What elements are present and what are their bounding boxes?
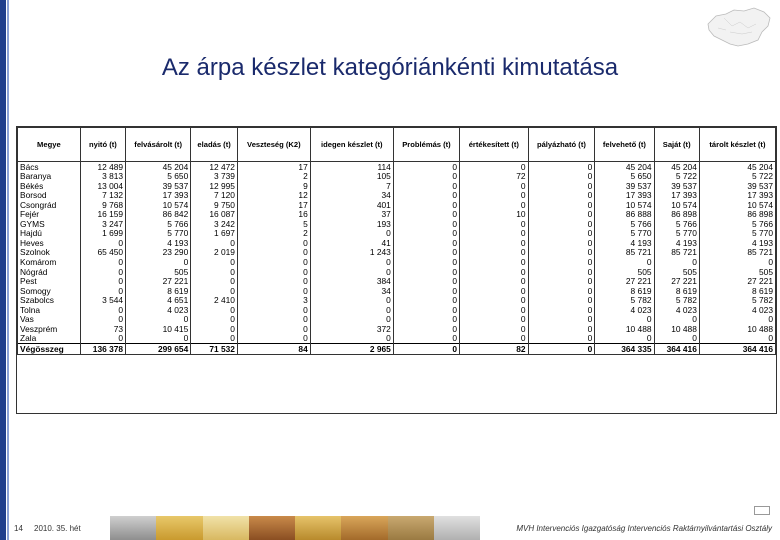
value-cell: 4 651 <box>126 296 191 306</box>
value-cell: 10 <box>460 210 528 220</box>
total-value-cell: 136 378 <box>80 344 125 355</box>
value-cell: 4 023 <box>654 305 699 315</box>
value-cell: 0 <box>310 229 393 239</box>
county-cell: Komárom <box>18 257 81 267</box>
value-cell: 12 <box>237 191 310 201</box>
table-row <box>18 305 776 315</box>
value-cell: 1 243 <box>310 248 393 258</box>
value-cell: 4 193 <box>699 238 775 248</box>
footer-image-grain <box>295 516 341 540</box>
value-cell: 8 619 <box>126 286 191 296</box>
value-cell: 0 <box>310 334 393 344</box>
value-cell: 0 <box>460 334 528 344</box>
county-cell: Zala <box>18 334 81 344</box>
value-cell: 73 <box>80 324 125 334</box>
value-cell: 0 <box>460 181 528 191</box>
value-cell: 5 770 <box>699 229 775 239</box>
value-cell: 34 <box>310 286 393 296</box>
value-cell: 0 <box>393 286 459 296</box>
value-cell: 85 721 <box>595 248 654 258</box>
value-cell: 0 <box>393 305 459 315</box>
value-cell: 0 <box>237 238 310 248</box>
value-cell: 0 <box>528 324 595 334</box>
value-cell: 3 247 <box>80 219 125 229</box>
value-cell: 3 <box>237 296 310 306</box>
value-cell: 0 <box>126 315 191 325</box>
value-cell: 505 <box>126 267 191 277</box>
column-header: pályázható (t) <box>528 128 595 162</box>
total-value-cell: 82 <box>460 344 528 355</box>
value-cell: 37 <box>310 210 393 220</box>
value-cell: 39 537 <box>654 181 699 191</box>
value-cell: 0 <box>699 334 775 344</box>
value-cell: 0 <box>237 277 310 287</box>
value-cell: 0 <box>528 277 595 287</box>
value-cell: 0 <box>237 315 310 325</box>
value-cell: 0 <box>460 286 528 296</box>
value-cell: 0 <box>310 296 393 306</box>
value-cell: 10 574 <box>699 200 775 210</box>
value-cell: 5 766 <box>699 219 775 229</box>
total-value-cell: 364 416 <box>654 344 699 355</box>
table-row <box>18 162 776 172</box>
value-cell: 0 <box>528 267 595 277</box>
table-row <box>18 181 776 191</box>
table-row <box>18 191 776 201</box>
county-cell: Bács <box>18 162 81 172</box>
value-cell: 0 <box>393 248 459 258</box>
value-cell: 1 697 <box>191 229 238 239</box>
value-cell: 10 574 <box>126 200 191 210</box>
value-cell: 7 132 <box>80 191 125 201</box>
column-header: tárolt készlet (t) <box>699 128 775 162</box>
total-value-cell: 299 654 <box>126 344 191 355</box>
value-cell: 72 <box>460 172 528 182</box>
value-cell: 0 <box>191 277 238 287</box>
value-cell: 0 <box>528 210 595 220</box>
value-cell: 0 <box>393 315 459 325</box>
footer-image-grain <box>156 516 202 540</box>
value-cell: 17 <box>237 200 310 210</box>
value-cell: 0 <box>191 324 238 334</box>
county-cell: Veszprém <box>18 324 81 334</box>
value-cell: 65 450 <box>80 248 125 258</box>
value-cell: 5 650 <box>126 172 191 182</box>
value-cell: 0 <box>310 267 393 277</box>
value-cell: 27 221 <box>699 277 775 287</box>
value-cell: 10 488 <box>699 324 775 334</box>
value-cell: 0 <box>460 324 528 334</box>
county-cell: Csongrád <box>18 200 81 210</box>
table-row <box>18 200 776 210</box>
value-cell: 2 <box>237 172 310 182</box>
value-cell: 0 <box>80 267 125 277</box>
value-cell: 16 <box>237 210 310 220</box>
value-cell: 0 <box>528 219 595 229</box>
value-cell: 0 <box>310 315 393 325</box>
value-cell: 0 <box>80 315 125 325</box>
value-cell: 10 415 <box>126 324 191 334</box>
value-cell: 0 <box>80 286 125 296</box>
value-cell: 0 <box>237 248 310 258</box>
value-cell: 4 193 <box>654 238 699 248</box>
value-cell: 0 <box>191 305 238 315</box>
value-cell: 0 <box>393 238 459 248</box>
value-cell: 0 <box>460 162 528 172</box>
value-cell: 0 <box>393 334 459 344</box>
value-cell: 7 <box>310 181 393 191</box>
value-cell: 0 <box>460 238 528 248</box>
county-cell: Pest <box>18 277 81 287</box>
county-cell: Szabolcs <box>18 296 81 306</box>
column-header: Megye <box>18 128 81 162</box>
value-cell: 5 782 <box>595 296 654 306</box>
column-header: Veszteség (K2) <box>237 128 310 162</box>
column-header: felvásárolt (t) <box>126 128 191 162</box>
total-value-cell: 84 <box>237 344 310 355</box>
county-cell: Békés <box>18 181 81 191</box>
county-cell: Tolna <box>18 305 81 315</box>
value-cell: 86 842 <box>126 210 191 220</box>
value-cell: 0 <box>460 200 528 210</box>
value-cell: 86 898 <box>654 210 699 220</box>
value-cell: 193 <box>310 219 393 229</box>
value-cell: 0 <box>654 334 699 344</box>
value-cell: 0 <box>237 305 310 315</box>
value-cell: 0 <box>528 238 595 248</box>
value-cell: 16 087 <box>191 210 238 220</box>
table-row <box>18 334 776 344</box>
value-cell: 0 <box>393 277 459 287</box>
department-label: MVH Intervenciós Igazgatóság Intervenciós Raktárnyilvántartási Osztály <box>516 524 772 533</box>
value-cell: 45 204 <box>699 162 775 172</box>
value-cell: 17 393 <box>699 191 775 201</box>
value-cell: 12 472 <box>191 162 238 172</box>
total-label-cell: Végösszeg <box>18 344 81 355</box>
value-cell: 2 410 <box>191 296 238 306</box>
county-cell: GYMS <box>18 219 81 229</box>
value-cell: 0 <box>393 229 459 239</box>
value-cell: 17 393 <box>595 191 654 201</box>
value-cell: 0 <box>460 305 528 315</box>
value-cell: 0 <box>595 334 654 344</box>
value-cell: 9 750 <box>191 200 238 210</box>
value-cell: 0 <box>460 248 528 258</box>
value-cell: 0 <box>80 277 125 287</box>
value-cell: 372 <box>310 324 393 334</box>
value-cell: 5 766 <box>126 219 191 229</box>
table-body <box>18 162 776 355</box>
value-cell: 8 619 <box>699 286 775 296</box>
footer-image-grain <box>203 516 249 540</box>
county-cell: Szolnok <box>18 248 81 258</box>
footer-image-silo <box>110 516 156 540</box>
value-cell: 27 221 <box>654 277 699 287</box>
value-cell: 114 <box>310 162 393 172</box>
value-cell: 4 193 <box>595 238 654 248</box>
total-value-cell: 364 335 <box>595 344 654 355</box>
value-cell: 0 <box>393 181 459 191</box>
county-cell: Hajdú <box>18 229 81 239</box>
value-cell: 0 <box>460 219 528 229</box>
value-cell: 8 619 <box>595 286 654 296</box>
value-cell: 0 <box>80 305 125 315</box>
value-cell: 0 <box>393 324 459 334</box>
value-cell: 0 <box>80 257 125 267</box>
value-cell: 0 <box>393 219 459 229</box>
value-cell: 401 <box>310 200 393 210</box>
column-header: nyitó (t) <box>80 128 125 162</box>
value-cell: 0 <box>237 324 310 334</box>
value-cell: 0 <box>528 257 595 267</box>
value-cell: 16 159 <box>80 210 125 220</box>
value-cell: 85 721 <box>654 248 699 258</box>
value-cell: 0 <box>595 315 654 325</box>
stock-table-container <box>16 126 777 414</box>
value-cell: 0 <box>528 229 595 239</box>
value-cell: 0 <box>191 257 238 267</box>
page-number: 14 <box>14 524 23 533</box>
value-cell: 0 <box>654 315 699 325</box>
table-row <box>18 229 776 239</box>
value-cell: 0 <box>393 172 459 182</box>
value-cell: 0 <box>237 334 310 344</box>
value-cell: 0 <box>460 257 528 267</box>
value-cell: 9 <box>237 181 310 191</box>
value-cell: 5 722 <box>699 172 775 182</box>
value-cell: 105 <box>310 172 393 182</box>
table-row <box>18 248 776 258</box>
county-cell: Vas <box>18 315 81 325</box>
column-header: Saját (t) <box>654 128 699 162</box>
value-cell: 45 204 <box>654 162 699 172</box>
hungary-map-icon <box>704 4 774 52</box>
value-cell: 0 <box>191 315 238 325</box>
value-cell: 0 <box>460 229 528 239</box>
footer-image-grain <box>249 516 295 540</box>
total-value-cell: 0 <box>393 344 459 355</box>
value-cell: 0 <box>528 286 595 296</box>
county-cell: Somogy <box>18 286 81 296</box>
value-cell: 0 <box>528 305 595 315</box>
value-cell: 17 <box>237 162 310 172</box>
value-cell: 39 537 <box>126 181 191 191</box>
value-cell: 5 722 <box>654 172 699 182</box>
value-cell: 3 242 <box>191 219 238 229</box>
table-row <box>18 219 776 229</box>
value-cell: 5 650 <box>595 172 654 182</box>
value-cell: 0 <box>528 315 595 325</box>
value-cell: 0 <box>80 238 125 248</box>
value-cell: 5 770 <box>126 229 191 239</box>
value-cell: 0 <box>460 315 528 325</box>
value-cell: 505 <box>654 267 699 277</box>
county-cell: Heves <box>18 238 81 248</box>
value-cell: 23 290 <box>126 248 191 258</box>
value-cell: 5 782 <box>654 296 699 306</box>
value-cell: 0 <box>528 162 595 172</box>
small-logo <box>754 506 770 515</box>
value-cell: 9 768 <box>80 200 125 210</box>
value-cell: 3 813 <box>80 172 125 182</box>
stock-table <box>17 127 776 355</box>
value-cell: 3 544 <box>80 296 125 306</box>
value-cell: 0 <box>393 200 459 210</box>
table-row <box>18 324 776 334</box>
column-header: eladás (t) <box>191 128 238 162</box>
value-cell: 5 <box>237 219 310 229</box>
value-cell: 85 721 <box>699 248 775 258</box>
table-row <box>18 277 776 287</box>
value-cell: 4 193 <box>126 238 191 248</box>
column-header: idegen készlet (t) <box>310 128 393 162</box>
value-cell: 0 <box>237 286 310 296</box>
value-cell: 0 <box>595 257 654 267</box>
value-cell: 0 <box>528 200 595 210</box>
value-cell: 4 023 <box>595 305 654 315</box>
table-row <box>18 267 776 277</box>
value-cell: 0 <box>126 334 191 344</box>
value-cell: 17 393 <box>654 191 699 201</box>
value-cell: 4 023 <box>126 305 191 315</box>
value-cell: 0 <box>528 172 595 182</box>
value-cell: 0 <box>191 286 238 296</box>
value-cell: 10 574 <box>654 200 699 210</box>
value-cell: 0 <box>699 257 775 267</box>
value-cell: 0 <box>528 296 595 306</box>
value-cell: 1 699 <box>80 229 125 239</box>
total-value-cell: 364 416 <box>699 344 775 355</box>
value-cell: 10 488 <box>654 324 699 334</box>
total-row <box>18 344 776 355</box>
value-cell: 5 766 <box>654 219 699 229</box>
table-row <box>18 296 776 306</box>
slide-title: Az árpa készlet kategóriánkénti kimutatása <box>161 54 619 81</box>
value-cell: 4 023 <box>699 305 775 315</box>
value-cell: 0 <box>528 181 595 191</box>
value-cell: 0 <box>393 267 459 277</box>
value-cell: 0 <box>393 257 459 267</box>
value-cell: 5 782 <box>699 296 775 306</box>
value-cell: 41 <box>310 238 393 248</box>
total-value-cell: 0 <box>528 344 595 355</box>
value-cell: 0 <box>191 267 238 277</box>
value-cell: 0 <box>393 162 459 172</box>
value-cell: 0 <box>126 257 191 267</box>
total-value-cell: 71 532 <box>191 344 238 355</box>
value-cell: 0 <box>528 248 595 258</box>
county-cell: Nógrád <box>18 267 81 277</box>
value-cell: 39 537 <box>595 181 654 191</box>
value-cell: 86 888 <box>595 210 654 220</box>
value-cell: 7 120 <box>191 191 238 201</box>
value-cell: 0 <box>393 296 459 306</box>
value-cell: 0 <box>191 238 238 248</box>
value-cell: 384 <box>310 277 393 287</box>
value-cell: 5 766 <box>595 219 654 229</box>
value-cell: 0 <box>310 257 393 267</box>
value-cell: 0 <box>528 334 595 344</box>
value-cell: 0 <box>460 277 528 287</box>
value-cell: 45 204 <box>595 162 654 172</box>
footer-image-grain <box>388 516 434 540</box>
footer-image-grain <box>434 516 480 540</box>
value-cell: 5 770 <box>654 229 699 239</box>
value-cell: 505 <box>595 267 654 277</box>
county-cell: Fejér <box>18 210 81 220</box>
value-cell: 0 <box>460 267 528 277</box>
value-cell: 0 <box>654 257 699 267</box>
value-cell: 2 019 <box>191 248 238 258</box>
county-cell: Baranya <box>18 172 81 182</box>
total-value-cell: 2 965 <box>310 344 393 355</box>
value-cell: 27 221 <box>126 277 191 287</box>
value-cell: 0 <box>237 267 310 277</box>
table-row <box>18 315 776 325</box>
footer-image-strip <box>110 516 480 540</box>
table-header-row <box>18 128 776 162</box>
value-cell: 2 <box>237 229 310 239</box>
value-cell: 17 393 <box>126 191 191 201</box>
value-cell: 0 <box>191 334 238 344</box>
value-cell: 0 <box>460 296 528 306</box>
county-cell: Borsod <box>18 191 81 201</box>
table-row <box>18 238 776 248</box>
value-cell: 0 <box>460 191 528 201</box>
column-header: Problémás (t) <box>393 128 459 162</box>
column-header: felvehető (t) <box>595 128 654 162</box>
footer-image-grain <box>341 516 387 540</box>
column-header: értékesített (t) <box>460 128 528 162</box>
value-cell: 45 204 <box>126 162 191 172</box>
table-row <box>18 210 776 220</box>
value-cell: 39 537 <box>699 181 775 191</box>
value-cell: 8 619 <box>654 286 699 296</box>
value-cell: 0 <box>80 334 125 344</box>
value-cell: 0 <box>699 315 775 325</box>
value-cell: 12 489 <box>80 162 125 172</box>
value-cell: 0 <box>393 210 459 220</box>
value-cell: 3 739 <box>191 172 238 182</box>
value-cell: 27 221 <box>595 277 654 287</box>
value-cell: 505 <box>699 267 775 277</box>
value-cell: 0 <box>393 191 459 201</box>
week-label: 2010. 35. hét <box>34 524 81 533</box>
value-cell: 0 <box>237 257 310 267</box>
value-cell: 0 <box>310 305 393 315</box>
table-row <box>18 257 776 267</box>
value-cell: 5 770 <box>595 229 654 239</box>
value-cell: 10 574 <box>595 200 654 210</box>
table-row <box>18 172 776 182</box>
value-cell: 12 995 <box>191 181 238 191</box>
table-row <box>18 286 776 296</box>
value-cell: 86 898 <box>699 210 775 220</box>
value-cell: 0 <box>528 191 595 201</box>
value-cell: 10 488 <box>595 324 654 334</box>
value-cell: 13 004 <box>80 181 125 191</box>
value-cell: 34 <box>310 191 393 201</box>
